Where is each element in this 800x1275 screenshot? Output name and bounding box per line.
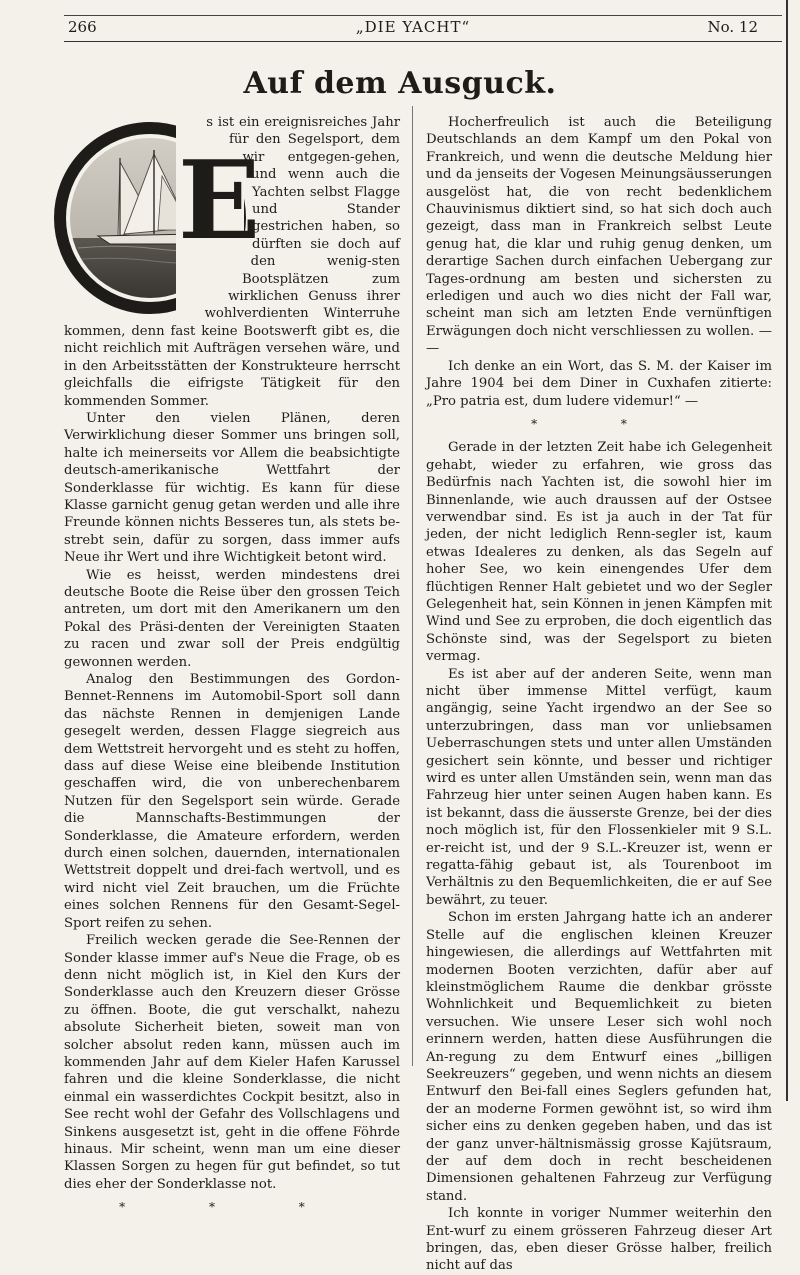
right-paragraph-1: Hocherfreulich ist auch die Beteiligung Deutschlands an dem Kampf um den Pokal von Frankreich, und wenn die deutsche Meldung hier und da jenseits der Vogesen Meinungsäusserungen ausgelöst hat, die von recht bedenklichem Chauvinismus diktiert sind, so hat sich doch auch gezeigt, dass man in Frankreich selbst Leute genug hat, die klar und ruhig genug denken, um derartige Sachen durch einfachen Uebergang zur Tages-ordnung am besten und sichersten zu erledigen und auch wo dies nicht der Fall war, scheint man sich am letzten Ende vernünftigen Erwägungen doch nicht verschliessen zu wollen. — — <box>426 115 772 357</box>
initial-letter: E <box>178 138 261 264</box>
page-edge-line <box>786 0 788 1101</box>
left-paragraph-1: s ist ein ereignisreiches Jahr für den Segelsport, dem wir entgegen-gehen, und wenn auch die Yachten selbst Flagge und Stander gestrichen haben, so dürften sie doch auf den wenig-sten Bootsplätzen zum wirklichen Genuss ihrer wohlverdienten Winterruhe kommen, denn fast keine Bootswerft gibt es, die nicht reichlich mit Aufträgen versehen wäre, und in den Arbeitsstätten der Konstrukteure herrscht gleichfalls die eifrigste Tätigkeit für den kommenden Sommer. <box>64 115 400 409</box>
decorated-initial <box>58 110 261 322</box>
header-top-rule <box>64 15 782 16</box>
left-paragraph-5: Freilich wecken gerade die See-Rennen der Sonder klasse immer auf's Neue die Frage, ob es denn nicht möglich ist, in Kiel den Kurs der Sonderklasse auch den Kreuzern dieser Grösse zu öffnen. Boote, die gut verschalkt, nahezu absolute Sicherheit bieten, soweit man von solcher absolut reden kann, müssen auch im kommenden Jahr auf dem Kieler Hafen Karussel fahren und die kleine Sonderklasse, die nicht einmal ein wasserdichtes Cockpit besitzt, also in See recht wohl der Gefahr des Vollschlagens und Sinkens ausgesetzt ist, geht in die offene Föhrde hinaus. Mir scheint, wenn man um eine dieser Klassen Sorgen zu hegen für gut befindet, so tut dies eher der Sonderklasse not. <box>64 933 400 1192</box>
left-paragraph-2: Unter den vielen Plänen, deren Verwirklichung dieser Sommer uns bringen soll, halte ich meinerseits vor Allem die beabsichtigte deutsch-amerikanische Wettfahrt der Sonderklasse für wichtig. Es kann für diese Klasse garnicht genug getan werden und alle ihre Freunde können nichts Besseres tun, als stets be-strebt sein, dafür zu sorgen, dass immer aufs Neue ihr Wert und ihre Wichtigkeit betont wird. <box>64 410 400 566</box>
right-column <box>426 114 772 1275</box>
left-paragraph-4: Analog den Bestimmungen des Gordon-Bennet-Rennens im Automobil-Sport soll dann das nächste Rennen in demjenigen Lande gesegelt werden, dessen Flagge siegreich aus dem Wettstreit hervorgeht und es steht zu hoffen, dass auf diese Weise eine bleibende Institution geschaffen wird, die von unberechenbarem Nutzen für den Segelsport sein würde. Gerade die Mannschafts-Bestimmungen der Sonderklasse, die Amateure erfordern, werden durch einen solchen, dauernden, internationalen Wettstreit doppelt und drei-fach wertvoll, und es wird nicht viel Zeit brauchen, um die Früchte eines solchen Rennens für den Gesamt-Segel-Sport reifen zu sehen. <box>64 672 400 931</box>
right-paragraph-5: Schon im ersten Jahrgang hatte ich an anderer Stelle auf die englischen kleinen Kreuzer hingewiesen, die allerdings auf Wettfahrten mit modernen Booten verzichten, dafür aber auf kleinstmöglichem Raume die denkbar grösste Wohnlichkeit und Bequemlichkeit zu bieten versuchen. Wie unsere Leser sich wohl noch erinnern werden, hatten diese Ausführungen die An-regung zu dem Entwurf eines „billigen Seekreuzers“ gegeben, und wenn nichts an diesem Entwurf den Bei-fall eines Seglers gefunden hat, der an moderne Formen gewöhnt ist, so wird ihm sicher eins zu denken gegeben haben, und das ist der ganz unver-hältnismässig grosse Kajütsraum, der auf dem doch in recht bescheidenen Dimensionen gehaltenen Fahrzeug zur Verfügung stand. <box>426 910 772 1204</box>
column-divider <box>412 106 413 1066</box>
issue-number: No. 12 <box>707 18 758 36</box>
section-separator-right: * * <box>531 416 667 431</box>
right-paragraph-6: Ich konnte in voriger Nummer weiterhin den Ent-wurf zu einem grösseren Fahrzeug dieser Art bringen, das, eben dieser Grösse halber, freilich nicht auf das <box>426 1206 772 1274</box>
left-column <box>64 114 400 1223</box>
right-paragraph-2: Ich denke an ein Wort, das S. M. der Kaiser im Jahre 1904 bei dem Diner in Cuxhafen zitierte: „Pro patria est, dum ludere videmur!“ — <box>426 358 772 409</box>
header-rule <box>64 41 782 42</box>
running-header <box>68 18 758 40</box>
page-number: 266 <box>68 18 97 36</box>
section-separator: * * * <box>119 1200 345 1215</box>
right-paragraph-4: Es ist aber auf der anderen Seite, wenn man nicht über immense Mittel verfügt, kaum angängig, seine Yacht irgendwo an der See so unterzubringen, dass man vor unliebsamen Ueberraschungen stets und unter allen Umständen gesichert sein könnte, und besser und richtiger wird es unter allen Umständen sein, wenn man das Fahrzeug hier unter seinen Augen haben kann. Es ist bekannt, dass die äusserste Grenze, bei der dies noch möglich ist, für den Flossenkieler mit 9 S.L. er-reicht ist, und der 9 S.L.-Kreuzer ist, wenn er regatta-fähig gebaut ist, als Tourenboot im Verhältnis zu den Bequemlichkeiten, die er auf See bewährt, zu teuer. <box>426 666 772 908</box>
left-paragraph-3: Wie es heisst, werden mindestens drei deutsche Boote die Reise über den grossen Teich antreten, um dort mit den Amerikanern um den Pokal des Präsi-denten der Vereinigten Staaten zu racen und zwar soll der Preis endgültig gewonnen werden. <box>64 567 400 670</box>
right-paragraph-3: Gerade in der letzten Zeit habe ich Gelegenheit gehabt, wieder zu erfahren, wie gross das Bedürfnis nach Yachten ist, die sowohl hier im Binnenlande, wie auch draussen auf der Ostsee verwendbar sind. Es ist ja auch in der Tat für jeden, der nicht lediglich Renn-segler ist, kaum etwas Idealeres zu denken, als das Segeln auf hoher See, wo kein einengendes Ufer dem flüchtigen Renner Halt gebietet und wo der Segler Gelegenheit hat, sein Können in jenen Kämpfen mit Wind und See zu erproben, die doch eigentlich das Schönste sind, was der Segelsport zu bieten vermag. <box>426 440 772 665</box>
sailboat-illustration <box>58 110 261 322</box>
running-title: „DIE YACHT“ <box>355 18 471 36</box>
article-title: Auf dem Ausguck. <box>243 66 557 101</box>
